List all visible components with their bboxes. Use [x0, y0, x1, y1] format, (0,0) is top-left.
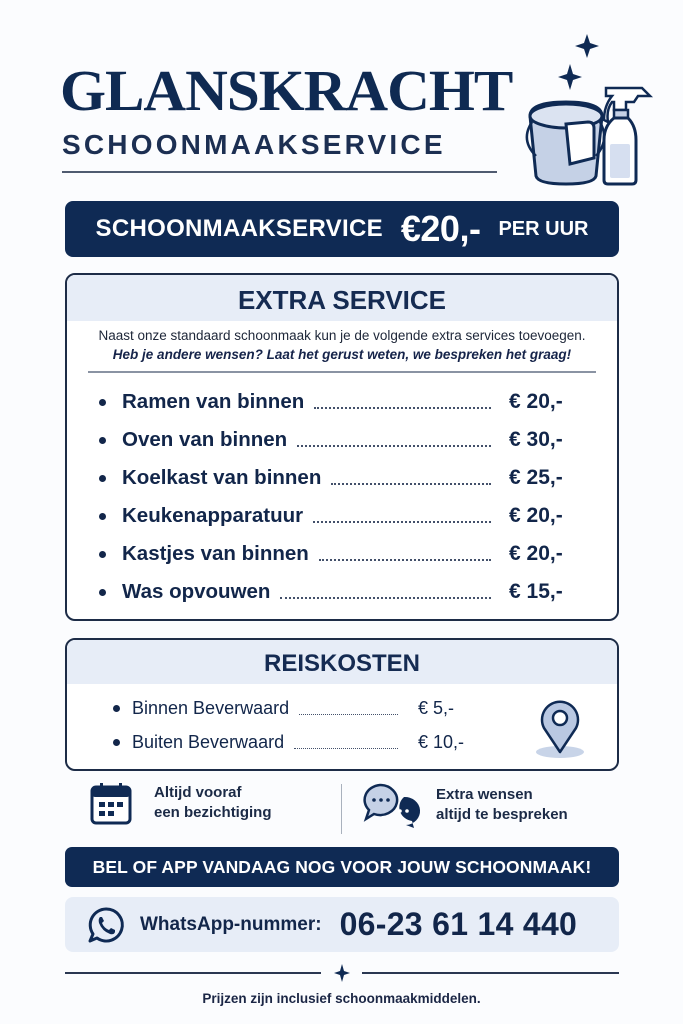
calendar-icon: [90, 781, 132, 825]
spray-bottle-icon: [604, 88, 650, 184]
whatsapp-number[interactable]: 06-23 61 14 440: [339, 906, 578, 942]
dot-leader: [297, 445, 491, 447]
feature-divider: [341, 784, 342, 834]
service-name: Keukenapparatuur: [122, 504, 304, 527]
feature-line: Extra wensen: [436, 786, 533, 803]
whatsapp-label: WhatsApp-nummer:: [140, 913, 322, 935]
call-to-action-banner: BEL OF APP VANDAAG NOG VOOR JOUW SCHOONMAAK!: [65, 847, 619, 887]
service-row: [99, 428, 571, 452]
service-price: € 15,-: [509, 580, 563, 603]
service-row: [99, 504, 571, 528]
travel-row: [113, 731, 465, 753]
feature-line: altijd te bespreken: [436, 806, 568, 823]
bullet-icon: [99, 589, 106, 596]
service-name: Kastjes van binnen: [122, 542, 309, 565]
service-row: [99, 542, 571, 566]
dot-leader: [280, 597, 491, 599]
bullet-icon: [99, 513, 106, 520]
rate-price: €20,-: [400, 208, 481, 249]
travel-price: € 10,-: [418, 731, 465, 752]
bullet-icon: [99, 437, 106, 444]
feature-inspection: [90, 781, 272, 825]
chat-bubbles-icon: [360, 781, 422, 829]
extra-service-card: [65, 273, 619, 621]
cleaning-illustration: [522, 30, 662, 190]
service-price: € 30,-: [509, 428, 563, 451]
footer-divider-left: [65, 972, 321, 974]
feature-wishes: [360, 781, 568, 829]
bullet-icon: [99, 551, 106, 558]
map-pin-icon: [534, 696, 586, 760]
dot-leader: [319, 559, 491, 561]
extra-service-title: EXTRA SERVICE: [67, 275, 617, 321]
travel-costs-title: REISKOSTEN: [67, 640, 617, 684]
service-price: € 20,-: [509, 504, 563, 527]
bullet-icon: [113, 739, 120, 746]
sparkle-icon: [333, 963, 351, 983]
brand-title: GLANSKRACHT: [60, 58, 513, 123]
dot-leader: [331, 483, 491, 485]
service-row: [99, 390, 571, 414]
extra-service-intro: Naast onze standaard schoonmaak kun je de volgende extra services toevoegen.: [98, 328, 586, 343]
feature-line: Altijd vooraf: [154, 784, 242, 801]
intro-divider: [88, 371, 596, 373]
whatsapp-icon: [87, 906, 125, 944]
sparkle-icon: [558, 34, 599, 90]
header-divider: [62, 171, 497, 173]
service-row: [99, 466, 571, 490]
travel-zone: Binnen Beverwaard: [132, 697, 290, 718]
footer-divider-right: [362, 972, 619, 974]
extra-service-note: Heb je andere wensen? Laat het gerust weten, we bespreken het graag!: [112, 347, 572, 362]
travel-price: € 5,-: [418, 697, 455, 718]
dot-leader: [294, 748, 398, 749]
service-row: [99, 580, 571, 604]
brand-subtitle: SCHOONMAAKSERVICE: [62, 129, 446, 160]
bullet-icon: [113, 705, 120, 712]
travel-costs-card: [65, 638, 619, 771]
hourly-rate-banner: [65, 201, 619, 257]
whatsapp-contact[interactable]: [65, 897, 619, 952]
bullet-icon: [99, 399, 106, 406]
service-price: € 25,-: [509, 466, 563, 489]
feature-line: een bezichtiging: [154, 804, 272, 821]
service-name: Oven van binnen: [122, 428, 288, 451]
travel-zone: Buiten Beverwaard: [132, 731, 285, 752]
dot-leader: [314, 407, 491, 409]
rate-unit: PER UUR: [498, 217, 589, 240]
service-name: Was opvouwen: [122, 580, 271, 603]
dot-leader: [313, 521, 491, 523]
dot-leader: [299, 714, 398, 715]
footer-note: Prijzen zijn inclusief schoonmaakmiddelen.: [202, 991, 481, 1006]
bullet-icon: [99, 475, 106, 482]
service-name: Ramen van binnen: [122, 390, 305, 413]
travel-row: [113, 697, 458, 719]
rate-label: SCHOONMAAKSERVICE: [95, 215, 383, 242]
service-price: € 20,-: [509, 542, 563, 565]
bucket-icon: [527, 102, 604, 184]
service-price: € 20,-: [509, 390, 563, 413]
service-name: Koelkast van binnen: [122, 466, 322, 489]
